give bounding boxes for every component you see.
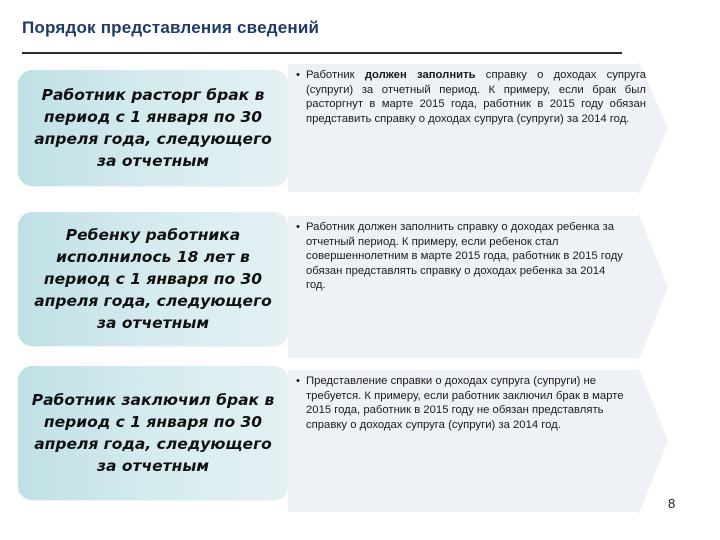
bullet: • bbox=[296, 69, 300, 81]
detail-arrow-marriage bbox=[288, 366, 668, 516]
detail-text-start: Работник bbox=[306, 69, 365, 81]
bullet: • bbox=[296, 221, 300, 233]
detail-arrow-divorce bbox=[288, 60, 668, 196]
page-title: Порядок представления сведений bbox=[22, 18, 320, 37]
bullet: • bbox=[296, 375, 300, 387]
detail-body: Работник должен заполнить справку о доходах ребенка за отчетный период. К примеру, если ребенок стал совершеннолетним в марте 2015 года, работник в 2015 году обязан представлять справку о доходах ребенка за 2014 год. bbox=[306, 221, 623, 292]
case-text: Работник расторг брак в период с 1 января по 30 апреля года, следующего за отчетным bbox=[34, 86, 272, 170]
case-text: Работник заключил брак в период с 1 января по 30 апреля года, следующего за отчетным bbox=[31, 391, 275, 475]
detail-text bbox=[296, 220, 626, 293]
case-box-divorce bbox=[18, 70, 288, 186]
page-number: 8 bbox=[668, 496, 676, 511]
title-divider bbox=[22, 52, 622, 54]
case-box-child-18 bbox=[18, 212, 288, 346]
case-box-marriage bbox=[18, 366, 288, 500]
case-text: Ребенку работника исполнилось 18 лет в период с 1 января по 30 апреля года, следующего за отчетным bbox=[34, 226, 272, 332]
detail-arrow-child-18 bbox=[288, 212, 668, 362]
detail-body: Представление справки о доходах супруга (супруги) не требуется. К примеру, если работник заключил брак в марте 2015 года, работник в 2015 году не обязан представлять справку о доходах супруга (супруги) за 2014 год. bbox=[306, 375, 624, 431]
detail-text-end: справку о доходах супруга (супруги) за отчетный период. К примеру, если брак был расторгнут в марте 2015 года, работник в 2015 году обязан представить справку о доходах супруга (супруги) за 2014 год. bbox=[306, 69, 646, 125]
detail-text bbox=[296, 374, 641, 432]
detail-text bbox=[296, 68, 646, 126]
detail-emphasis: должен заполнить bbox=[364, 69, 476, 81]
